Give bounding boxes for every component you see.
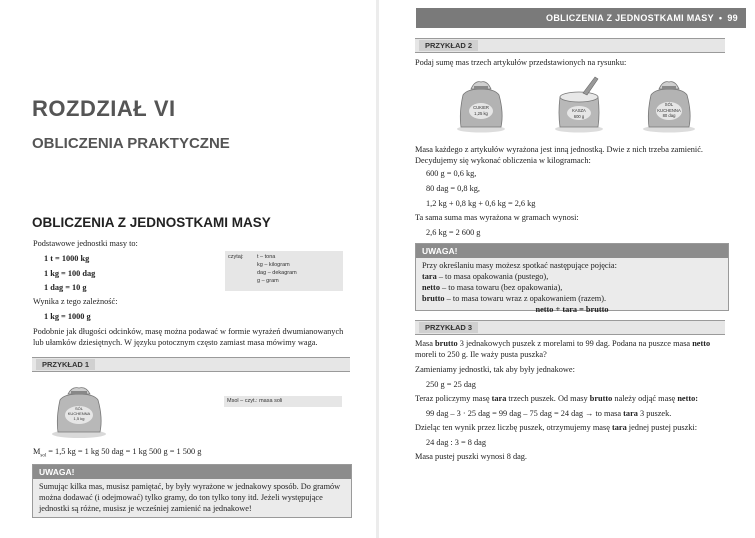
warning-title: UWAGA! [416,244,728,258]
note-line: dag – dekagram [257,270,297,276]
text-run: należy odjąć masę [612,394,678,403]
groats-sack-illustration [553,75,605,133]
term-name: tara [422,272,437,281]
text-run: trzech puszek. Od masy [506,394,590,403]
unit-line-2: 1 kg = 100 dag [44,269,96,278]
running-header [416,8,746,28]
sack-label-line: 1,25 kg [474,110,488,116]
text-run: 3 jednakowych puszek z morelami to 99 dag. Podana na puszce masa [457,339,693,348]
msol-symbol: M [33,447,41,456]
sack-label-line: 600 g [573,113,585,119]
example-1-header [32,357,350,372]
units-intro: Podstawowe jednostki masy to: [33,239,138,248]
term-definition: – to masa towaru (bez opakowania), [439,283,563,292]
example-3-label: PRZYKŁAD 3 [419,322,478,333]
ex2-paragraph-1: Masa każdego z artykułów wyrażona jest inną jednostką. Dwie z nich trzeba zamienić. Decydujemy się wykonać obliczenia w kilogramach: [415,145,703,165]
text-run: tara [623,409,638,418]
text-run: 3 puszek. [637,409,672,418]
running-title: OBLICZENIA Z JEDNOSTKAMI MASY [546,13,714,23]
term-definition: – to masa towaru wraz z opakowaniem (razem). [444,294,607,303]
warning-text: Sumując kilka mas, musisz pamiętać, by były wyrażone w jednakowy sposób. Do gramów można dodawać (i odejmować) tylko gramy, do ton tylko tony itd. Jeżeli występujące jednostki są różne, musisz je wcześniej zamienić na jednakowe! [39,482,341,513]
note-line: kg – kilogram [257,262,290,268]
text-run: 99 dag – 3 · 25 dag = 99 dag – 75 dag = 24 dag → to masa [426,409,624,418]
formula: netto + tara = brutto [535,305,609,314]
ex3-eq-2 [426,408,671,419]
note-line: t – tona [257,254,276,260]
ex2-intro: Podaj sumę mas trzech artykułów przedstawionych na rysunku: [415,58,627,67]
term-name: brutto [422,294,445,303]
text-run: moreli to 250 g. Ile waży pusta puszka? [415,350,547,359]
term-line [416,293,728,304]
header-bullet: • [718,13,723,23]
text-run: Dzieląc ten wynik przez liczbę puszek, otrzymujemy masę [415,423,612,432]
example-1-label: PRZYKŁAD 1 [36,359,95,370]
warning-title: UWAGA! [33,465,351,479]
ex3-eq-1: 250 g = 25 dag [426,380,476,389]
ex3-conclusion: Masa pustej puszki wynosi 8 dag. [415,452,527,461]
term-name: netto [422,283,440,292]
sack-label-line: CUKIER [473,105,489,110]
ex3-eq-3: 24 dag : 3 = 8 dag [426,438,486,447]
example-2-header [415,38,725,53]
sack-label-line: KUCHENNA [657,107,681,113]
msol-equation-text: = 1,5 kg = 1 kg 50 dag = 1 kg 500 g = 1 500 g [46,447,202,456]
warning-intro: Przy określaniu masy możesz spotkać następujące pojęcia: [422,261,617,270]
sugar-sack-illustration [455,75,507,133]
margin-note-units [225,251,343,291]
text-run: brutto [589,394,613,403]
sack-label-line: 80 dag [662,113,676,118]
msol-subscript: sol [40,453,47,459]
example-2-label: PRZYKŁAD 2 [419,40,478,51]
page-gutter [376,0,379,538]
ex3-paragraph-2: Zamieniamy jednostki, tak aby były jednakowe: [415,365,575,374]
margin-note-msol [224,396,342,407]
salt-sack-illustration-2 [642,75,697,133]
text-run: tara [491,394,507,403]
msol-equation [33,446,201,462]
consequence-eq: 1 kg = 1000 g [44,312,91,321]
ex3-paragraph-3 [415,393,727,404]
msol-note-text: Msol – czyt.: masa soli [227,398,283,404]
unit-line-1: 1 t = 1000 kg [44,254,90,263]
ex2-calc-1: 600 g = 0,6 kg, [426,169,477,178]
page-number: 99 [727,13,738,23]
example-3-header [415,320,725,335]
consequence-text: Wynika z tego zależność: [33,297,118,306]
chapter-title: ROZDZIAŁ VI [32,96,176,121]
note-label: czytaj: [228,254,244,260]
text-run: jednej pustej puszki: [626,423,698,432]
sack-label-line: SÓL [664,102,674,107]
unit-line-3: 1 dag = 10 g [44,283,87,292]
text-run: Teraz policzymy masę [415,394,492,403]
section-title: OBLICZENIA Z JEDNOSTKAMI MASY [32,215,271,230]
text-run: brutto [435,339,458,348]
sack-label-line: KASZA [572,108,586,113]
ex2-calc-3: 1,2 kg + 0,8 kg + 0,6 kg = 2,6 kg [426,199,536,208]
ex2-calc-2: 80 dag = 0,8 kg, [426,184,480,193]
ex3-paragraph-1 [415,338,727,360]
paragraph-units: Podobnie jak długości odcinków, masę można podawać w formie wyrażeń dwumianowanych lub ułamków dziesiętnych. W języku potocznym często zamiast masa mówimy waga. [33,327,344,347]
text-run: tara [611,423,627,432]
ex3-paragraph-4 [415,422,727,433]
text-run: netto [692,339,711,348]
term-definition: – to masa opakowania (pustego), [436,272,549,281]
term-line [416,271,728,282]
ex2-paragraph-2: Ta sama suma mas wyrażona w gramach wynosi: [415,213,579,222]
text-run: Masa [415,339,436,348]
text-run: netto: [677,394,699,403]
warning-box-right [415,243,729,314]
chapter-subtitle: OBLICZENIA PRAKTYCZNE [32,135,230,152]
salt-sack-illustration [50,382,108,438]
sack-label-line: KUCHENNA [67,411,91,416]
ex2-result: 2,6 kg = 2 600 g [426,228,481,237]
term-line [416,282,728,293]
warning-box-left [32,464,352,518]
sack-label-line: 1,5 kg [73,416,85,421]
sack-label-line: SÓL [74,406,83,411]
note-line: g – gram [257,278,279,284]
